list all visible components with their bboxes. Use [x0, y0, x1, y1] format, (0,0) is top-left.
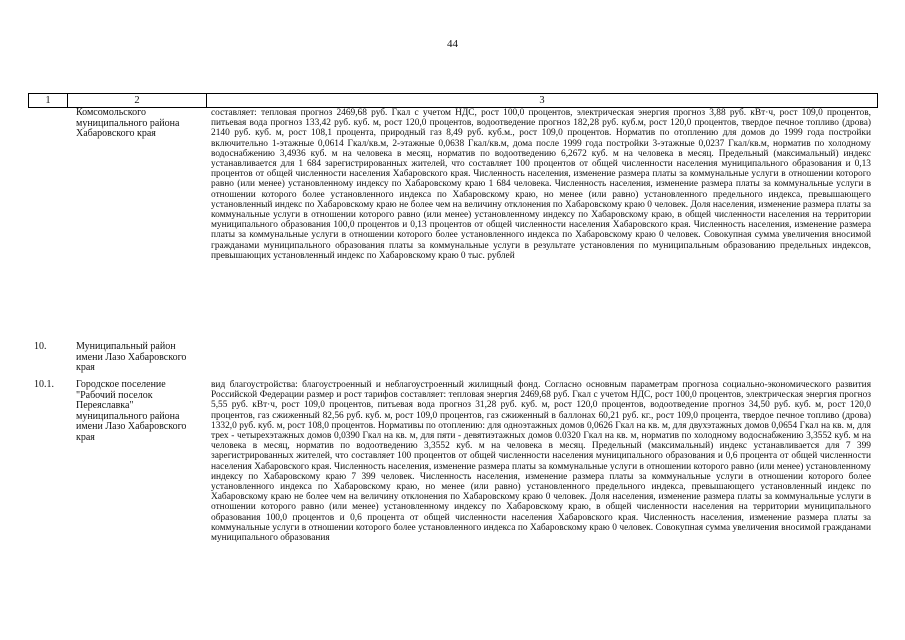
table-row-2-name: Городское поселение "Рабочий поселок Переяславка" муниципального района имени Лазо Хабаровского края: [76, 379, 187, 443]
page-number: 44: [447, 38, 458, 50]
table-row-2-num: 10.1.: [34, 379, 54, 390]
header-col-3: 3: [206, 94, 878, 107]
table-row-2-text: вид благоустройства: благоустроенный и неблагоустроенный жилищный фонд. Согласно основным параметрам прогноза социально-экономического развития Российской Федерации размер и рост тарифов составляет: тепловая энергия 2469,68 руб. Гкал с учетом НДС, рост 100,0 процентов, электрическая энергия прогноз 5,55 руб. кВт·ч, рост 109,0 процентов, питьевая вода прогноз 31,28 руб. куб. м, рост 120,0 процентов, водоотведение прогноз 34,50 руб. куб. м, рост 120,0 процентов, газ сжиженный 82,56 руб. куб. м, рост 109,0 процентов, газ сжиженный в баллонах 60,21 руб. кг., рост 109,0 процента, твердое печное топливо (дрова) 1332,0 руб. куб. м, рост 108,0 процентов. Нормативы по отоплению: для одноэтажных домов 0,0626 Гкал на кв. м, для двухэтажных домов 0,0654 Гкал на кв. м, для трех - четырехэтажных домов 0,0390 Гкал на кв. м, для пяти - девятиэтажных домов 0.0320 Гкал на кв. м, норматив по холодному водоснабжению 3,3552 куб. м на человека в месяц, норматив по водоотведению 3,3552 куб. м на человека в месяц. Предельный (максимальный) индекс устанавливается для 7 399 зарегистрированных жителей, что составляет 100 процентов от общей численности населения муниципального образования и 0,6 процента от общей численности населения Хабаровского края. Численность населения, изменение размера платы за коммунальные услуги в отношении которого равно (или менее) установленному индексу по Хабаровскому краю 7 399 человек. Численность населения, изменение размера платы за коммунальные услуги в отношении которого более установленного индекса по Хабаровскому краю, но менее (или равно) установленного предельного индекса, превышающего установленный индекс по Хабаровскому краю не более чем на величину отклонения по Хабаровскому краю 0 человек. Доля населения, изменение размера платы за коммунальные услуги в отношении которого равно (или менее) установленному индексу по Хабаровскому краю, в общей численности населения на территории муниципального образования 100,0 процентов и 0,6 процента от общей численности населения Хабаровского края. Численность населения, изменение размера платы за коммунальные услуги в отношении которого более установленного индекса по Хабаровскому краю 0 человек. Совокупная сумма увеличения вносимой гражданами муниципального образования: [211, 380, 871, 544]
header-col-2: 2: [67, 94, 206, 107]
table-row-1-num: 10.: [34, 341, 47, 352]
table-header: [28, 93, 878, 108]
table-row-0-text: составляет: тепловая прогноз 2469,68 руб. Гкал с учетом НДС, рост 100,0 процентов, электрическая энергия прогноз 3,88 руб. кВт·ч, рост 109,0 процентов, питьевая вода прогноз 133,42 руб. куб. м, рост 120,0 процентов, водоотведение прогноз 182,28 руб. куб.м, рост 120,0 процентов, твердое печное топливо (дрова) 2140 руб. куб. м, рост 108,1 процента, природный газ 8,49 руб. куб.м., рост 109,0 процентов. Норматив по отоплению для домов до 1999 года постройки включительно 1-этажные 0,0614 Гкал/кв.м, 2-этажные 0,0638 Гкал/кв.м, дома после 1999 года постройки 3-этажные 0,0237 Гкал/кв.м, норматив по холодному водоснабжению 3,4936 куб. м на человека в месяц, норматив по водоотведению 6,2672 куб. м на человека в месяц. Предельный (максимальный) индекс устанавливается для 1 684 зарегистрированных жителей, что составляет 100 процентов от общей численности населения муниципального образования и 0,13 процентов от общей численности населения Хабаровского края. Численность населения, изменение размера платы за коммунальные услуги в отношении которого равно (или менее) установленному индексу по Хабаровскому краю 1 684 человека. Численность населения, изменение размера платы за коммунальные услуги в отношении которого более установленного индекса по Хабаровскому краю, но менее (или равно) установленного предельного индекса, превышающего установленный индекс по Хабаровскому краю не более чем на величину отклонения по Хабаровскому краю 0 человек. Доля населения, изменение размера платы за коммунальные услуги в отношении которого равно (или менее) установленному индексу по Хабаровскому краю, в общей численности населения на территории муниципального образования 100,0 процентов и 0,13 процентов от общей численности населения Хабаровского края. Численность населения, изменение размера платы за коммунальные услуги в отношении которого более установленного индекса по Хабаровскому краю 0 человек. Совокупная сумма увеличения вносимой гражданами муниципального образования платы за коммунальные услуги в результате установления по муниципальным образованию предельных индексов, превышающих установленный индекс по Хабаровскому краю 0 тыс. рублей: [211, 108, 871, 261]
table-row-0-name: Комсомольского муниципального района Хабаровского края: [76, 107, 180, 139]
header-col-1: 1: [28, 94, 67, 107]
table-row-1-name: Муниципальный район имени Лазо Хабаровского края: [76, 341, 187, 373]
